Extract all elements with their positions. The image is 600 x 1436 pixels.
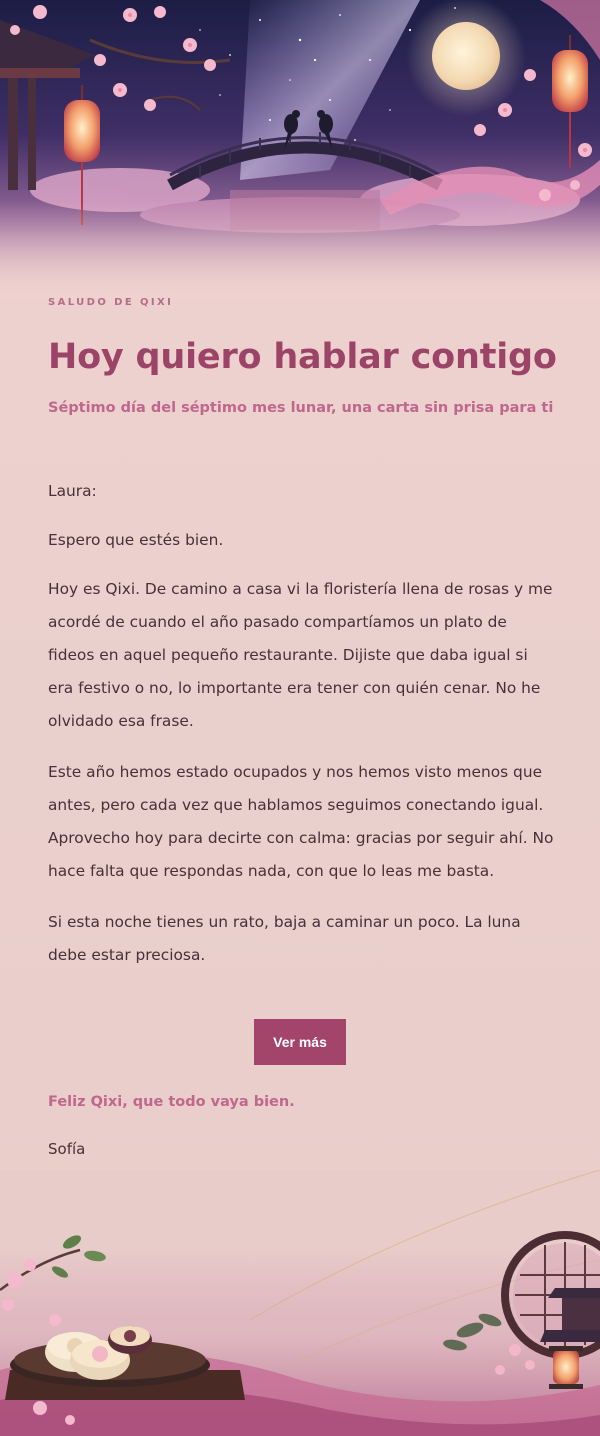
letter-paragraph: Espero que estés bien. [48, 531, 224, 549]
page-subtitle: Séptimo día del séptimo mes lunar, una carta sin prisa para ti [48, 400, 554, 416]
signature: Sofía [48, 1140, 86, 1158]
header-illustration [0, 0, 600, 300]
closing-line: Feliz Qixi, que todo vaya bien. [48, 1094, 295, 1110]
letter-paragraph: Este año hemos estado ocupados y nos hemos visto menos que antes, pero cada vez que hablamos seguimos conectando igual. Aprovecho hoy para decirte con calma: gracias por seguir ahí. No hace falta que respondas nada, con que lo leas me basta. [48, 763, 554, 880]
letter-greeting: Laura: [48, 482, 97, 500]
footer-illustration [0, 1170, 600, 1436]
letter-paragraph: Hoy es Qixi. De camino a casa vi la floristería llena de rosas y me acordé de cuando el año pasado compartíamos un plato de fideos en aquel pequeño restaurante. Dijiste que daba igual si era festivo o no, lo importante era tener con quién cenar. No he olvidado esa frase. [48, 580, 553, 730]
full-moon [432, 22, 500, 90]
letter-paragraph: Si esta noche tienes un rato, baja a caminar un poco. La luna debe estar preciosa. [48, 913, 521, 964]
ver-mas-button[interactable]: Ver más [254, 1019, 346, 1065]
eyebrow-label: SALUDO DE QIXI [48, 297, 174, 308]
page-title: Hoy quiero hablar contigo [48, 337, 557, 377]
